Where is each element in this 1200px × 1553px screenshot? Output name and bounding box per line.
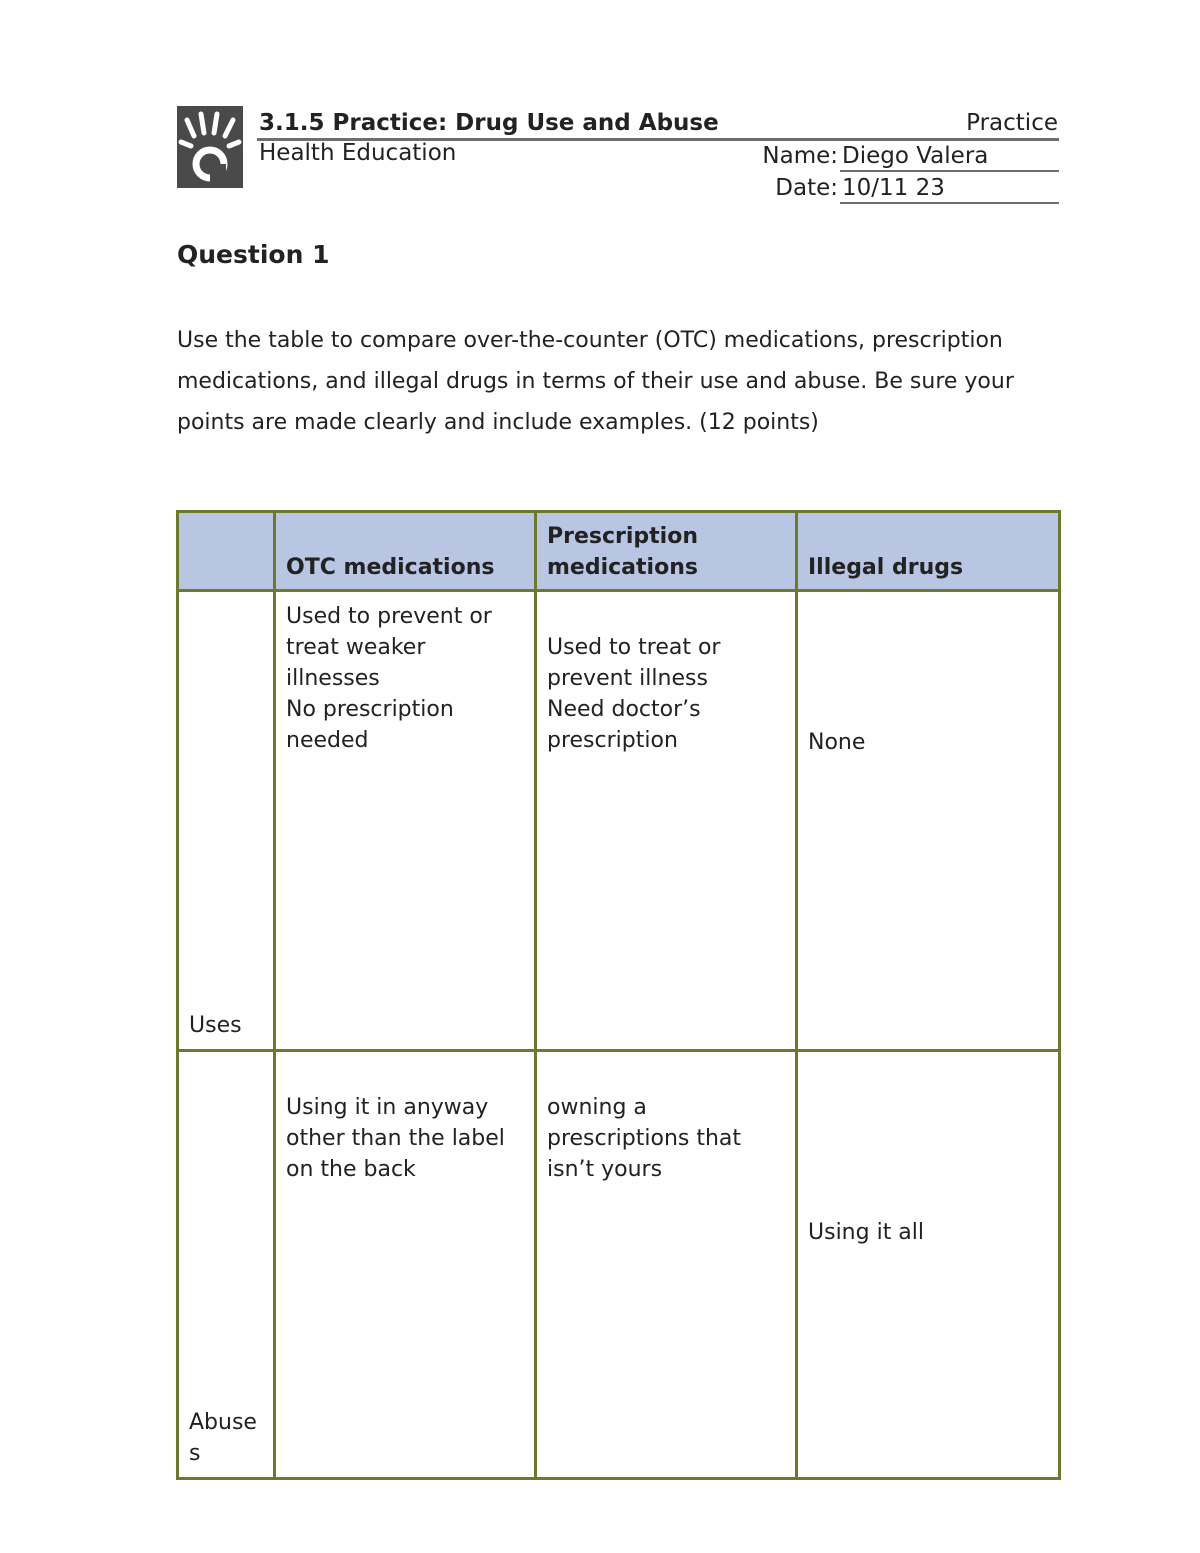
cell-text: Used to treat or prevent illness [547, 635, 721, 691]
cell-abuses-prescription[interactable] [536, 1051, 797, 1479]
row-label-abuses: Abuse s [178, 1051, 275, 1479]
cell-uses-prescription[interactable] [536, 591, 797, 1051]
table-row [178, 591, 1060, 1051]
assignment-title: 3.1.5 Practice: Drug Use and Abuse [259, 110, 719, 136]
date-underline [840, 202, 1059, 204]
date-field[interactable]: 10/11 23 [842, 175, 945, 201]
question-title: Question 1 [177, 240, 330, 269]
cell-text: Using it in anyway other than the label on the back [286, 1095, 505, 1182]
cell-text: None [808, 730, 866, 755]
cell-abuses-otc[interactable] [275, 1051, 536, 1479]
cell-text: No prescription needed [286, 697, 454, 753]
name-underline [840, 170, 1059, 172]
comparison-table [176, 510, 1061, 1480]
cell-uses-otc[interactable] [275, 591, 536, 1051]
header-cell-empty [178, 512, 275, 591]
cell-abuses-illegal[interactable] [797, 1051, 1060, 1479]
cell-text: Using it all [808, 1220, 925, 1245]
cell-uses-illegal[interactable] [797, 591, 1060, 1051]
row-label-uses: Uses [178, 591, 275, 1051]
cell-text: Need doctor’s prescription [547, 697, 701, 753]
header-cell-prescription: Prescription medications [536, 512, 797, 591]
cell-text: Used to prevent or treat weaker illnesses [286, 604, 492, 691]
header-cell-illegal: Illegal drugs [797, 512, 1060, 591]
course-name: Health Education [259, 140, 457, 166]
date-label: Date: [775, 175, 838, 201]
course-logo [177, 106, 243, 188]
question-prompt: Use the table to compare over-the-counter (OTC) medications, prescription medications, and illegal drugs in terms of their use and abuse. Be sure your points are made clearly and include examples. (12 points) [177, 328, 1014, 435]
name-field[interactable]: Diego Valera [842, 143, 989, 169]
assignment-type: Practice [966, 110, 1058, 136]
header-cell-otc: OTC medications [275, 512, 536, 591]
table-header-row [178, 512, 1060, 591]
cell-text: owning a prescriptions that isn’t yours [547, 1095, 742, 1182]
name-label: Name: [762, 143, 838, 169]
table-row [178, 1051, 1060, 1479]
